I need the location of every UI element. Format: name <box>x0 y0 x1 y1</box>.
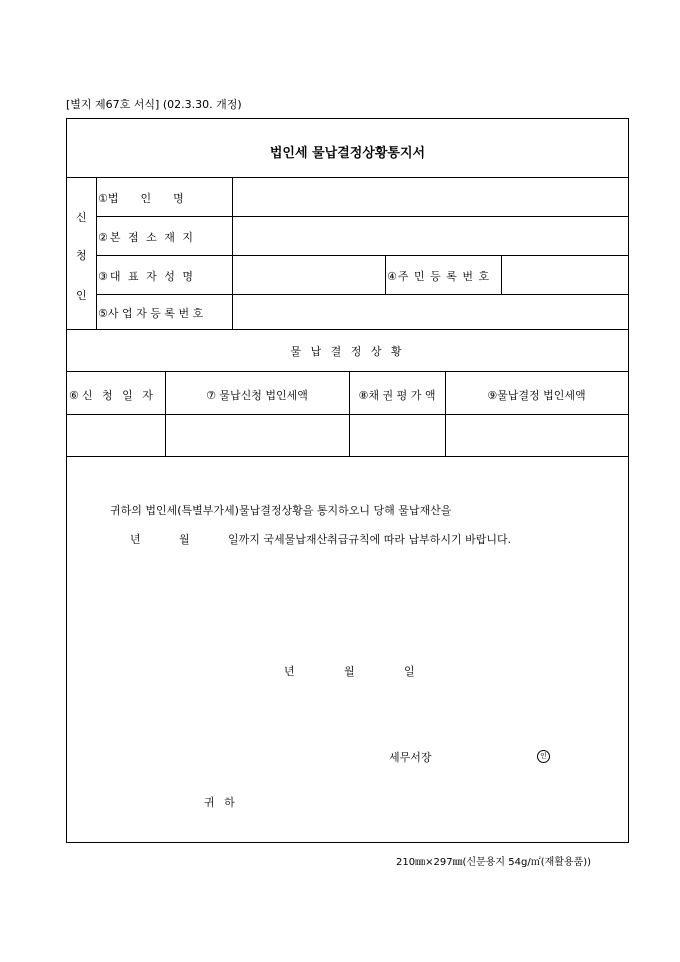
addressee: 귀 하 <box>204 796 238 809</box>
corp-name-label: ①법 인 명 <box>98 192 184 205</box>
address-label: ②본 점 소 재 지 <box>98 231 195 244</box>
date-year: 년 <box>284 665 295 678</box>
date-month: 월 <box>344 665 355 678</box>
form-id: [별지 제67호 서식] (02.3.30. 개정) <box>66 98 242 111</box>
seal-mark: 인 <box>537 750 550 763</box>
applicant-group-label-2: 청 <box>76 249 87 262</box>
notice-form <box>66 118 629 843</box>
notice-line-1: 귀하의 법인세(특별부가세)물납결정상황을 통지하오니 당해 물납재산을 <box>110 504 452 517</box>
col-bond-value: ⑧채 권 평 가 액 <box>358 389 436 402</box>
rep-name-label: ③대 표 자 성 명 <box>98 270 195 283</box>
notice-line-2-year: 년 <box>130 533 141 546</box>
applicant-group-label-1: 신 <box>76 211 87 224</box>
biz-no-label: ⑤사 업 자 등 록 번 호 <box>98 307 204 320</box>
page-title: 법인세 물납결정상황통지서 <box>269 146 426 161</box>
paper-spec: 210㎜×297㎜(신문용지 54g/㎡(재활용품)) <box>396 857 592 868</box>
notice-line-2-month: 월 <box>179 533 190 546</box>
tax-office-head: 세무서장 <box>389 751 432 764</box>
applicant-group-label-3: 인 <box>76 289 87 302</box>
notice-line-2-rest: 일까지 국세물납재산취급규칙에 따라 납부하시기 바랍니다. <box>228 533 512 546</box>
date-day: 일 <box>404 665 415 678</box>
col-apply-date: ⑥신 청 일 자 <box>69 389 156 402</box>
col-decided-tax: ⑨물납결정 법인세액 <box>487 389 586 402</box>
decision-section-title: 물 납 결 정 상 황 <box>290 345 405 358</box>
col-apply-tax: ⑦ 물납신청 법인세액 <box>206 389 308 402</box>
resident-no-label: ④주 민 등 록 번 호 <box>387 270 491 283</box>
